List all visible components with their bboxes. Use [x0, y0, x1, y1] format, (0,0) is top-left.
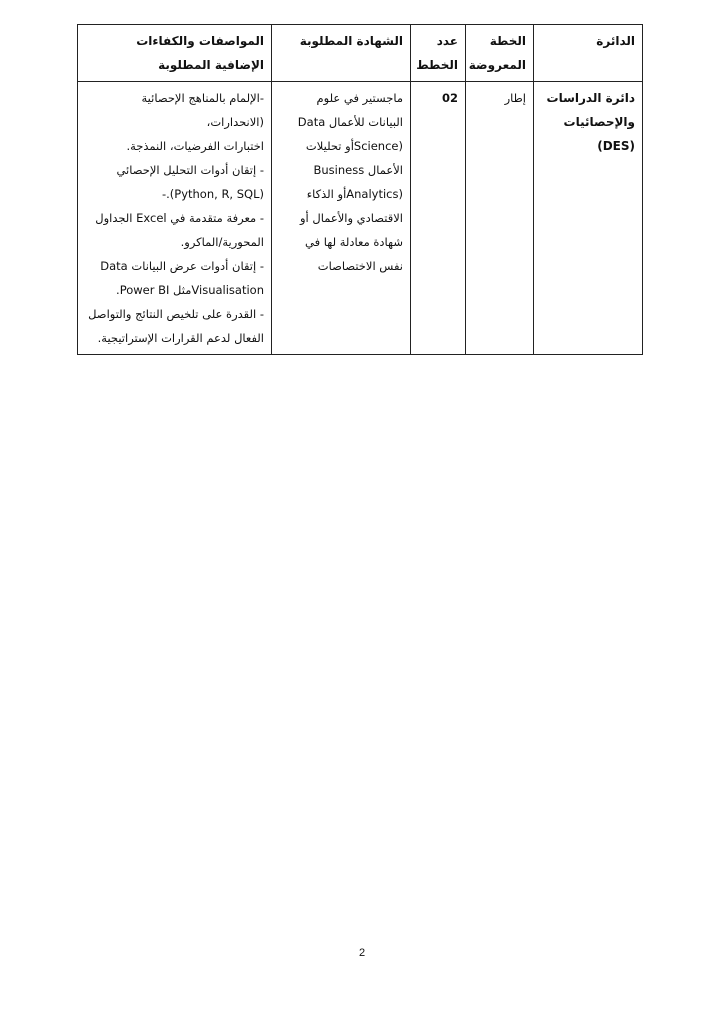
cell-certificate: [272, 82, 411, 355]
header-plan: الخطة المعروضة: [466, 25, 534, 82]
skills-line: اختبارات الفرضيات، النمذجة.: [126, 139, 264, 153]
certificate-line: الاقتصادي والأعمال أو: [299, 211, 403, 225]
positions-table: [77, 24, 643, 355]
skills-line: الفعال لدعم القرارات الإستراتيجية.: [97, 331, 264, 345]
certificate-line: الأعمال Business: [313, 163, 403, 177]
cell-plan: إطار: [466, 82, 534, 355]
header-count: عدد الخطط: [411, 25, 466, 82]
certificate-line: ماجستير في علوم: [316, 91, 403, 105]
skills-line: - معرفة متقدمة في Excel الجداول: [95, 211, 264, 225]
certificate-line: نفس الاختصاصات: [317, 259, 403, 273]
skills-line: - إتقان أدوات عرض البيانات Data: [100, 259, 264, 273]
header-certificate: الشهادة المطلوبة: [272, 25, 411, 82]
certificate-line: (Analyticsأو الذكاء: [306, 187, 403, 201]
table-header-row: [78, 25, 643, 82]
header-skills: المواصفات والكفاءات الإضافية المطلوبة: [78, 25, 272, 82]
cell-skills: [78, 82, 272, 355]
skills-line: - إتقان أدوات التحليل الإحصائي: [116, 163, 264, 177]
skills-line: (Python, R, SQL).-: [161, 187, 264, 201]
header-department: الدائرة: [534, 25, 643, 82]
certificate-line: (Scienceأو تحليلات: [305, 139, 403, 153]
cell-department: دائرة الدراسات والإحصائيات (DES): [534, 82, 643, 355]
table-row: [78, 82, 643, 355]
skills-line: -الإلمام بالمناهج الإحصائية (الانحدارات،: [141, 91, 264, 129]
cell-count: 02: [411, 82, 466, 355]
certificate-line: البيانات للأعمال Data: [297, 115, 403, 129]
skills-line: Visualisationمثل Power BI.: [116, 283, 264, 297]
page-number: 2: [358, 947, 366, 959]
certificate-line: شهادة معادلة لها في: [305, 235, 403, 249]
skills-line: المحورية/الماكرو.: [180, 235, 264, 249]
skills-line: - القدرة على تلخيص النتائج والتواصل: [88, 307, 264, 321]
